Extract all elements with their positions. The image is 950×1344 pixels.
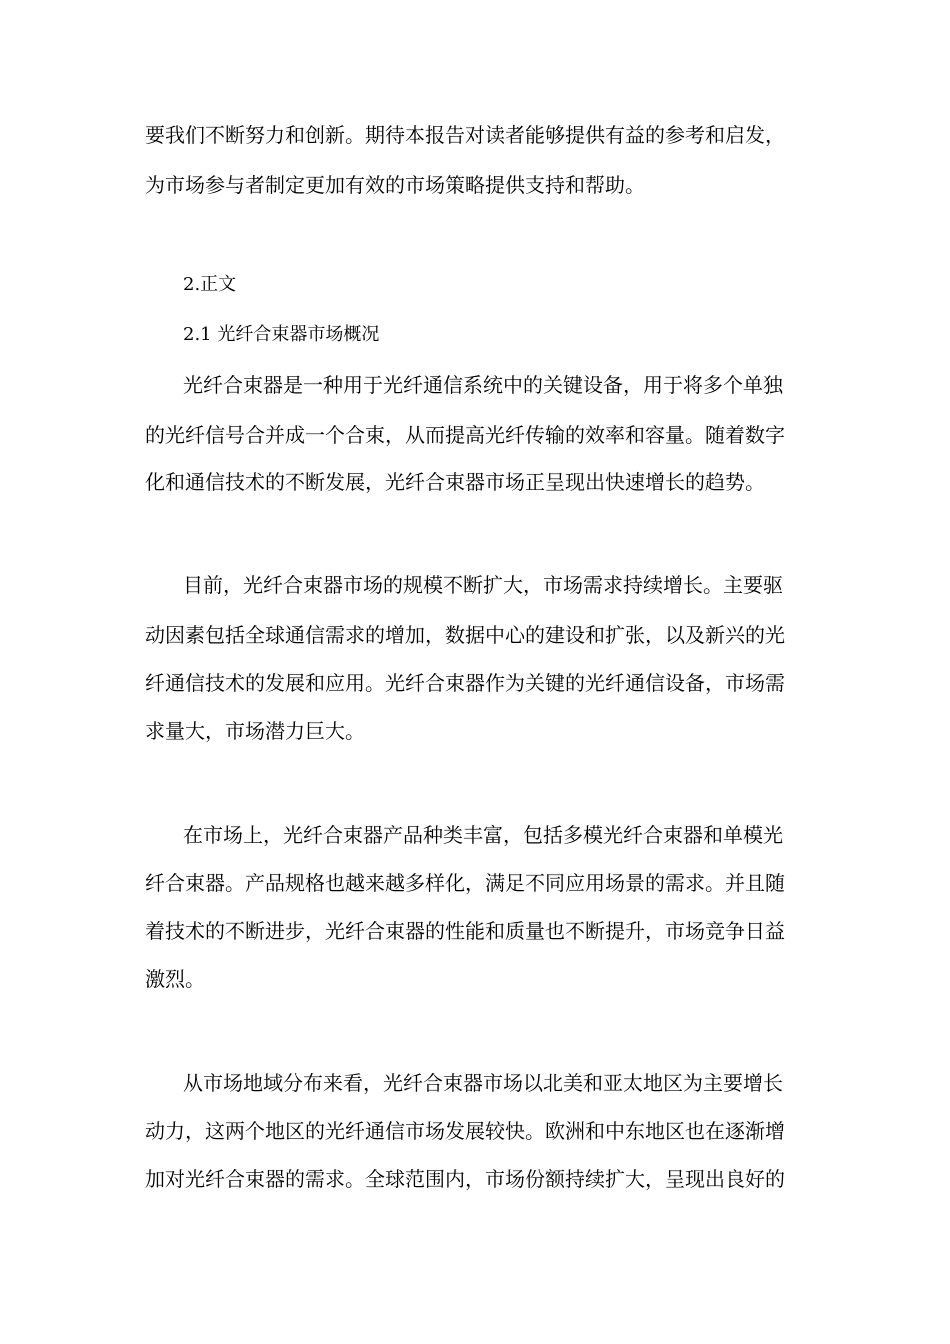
paragraph-1-line-2: 的光纤信号合并成一个合束，从而提高光纤传输的效率和容量。随着数字 (145, 423, 785, 447)
paragraph-1-line-1: 光纤合束器是一种用于光纤通信系统中的关键设备，用于将多个单独 (183, 373, 783, 397)
paragraph-3-line-3: 着技术的不断进步，光纤合束器的性能和质量也不断提升，市场竞争日益 (145, 919, 785, 943)
section-subheading: 2.1 光纤合束器市场概况 (183, 324, 380, 345)
paragraph-2-line-3: 纤通信技术的发展和应用。光纤合束器作为关键的光纤通信设备，市场需 (145, 671, 785, 695)
paragraph-1-line-3: 化和通信技术的不断发展，光纤合束器市场正呈现出快速增长的趋势。 (145, 470, 765, 494)
paragraph-3-line-1: 在市场上，光纤合束器产品种类丰富，包括多模光纤合束器和单模光 (183, 823, 783, 847)
paragraph-3-line-4: 激烈。 (145, 967, 205, 991)
intro-line-1: 要我们不断努力和创新。期待本报告对读者能够提供有益的参考和启发， (145, 123, 785, 147)
paragraph-4-line-2: 动力，这两个地区的光纤通信市场发展较快。欧洲和中东地区也在逐渐增 (145, 1119, 785, 1143)
paragraph-4-line-1: 从市场地域分布来看，光纤合束器市场以北美和亚太地区为主要增长 (183, 1071, 783, 1095)
paragraph-2-line-2: 动因素包括全球通信需求的增加，数据中心的建设和扩张，以及新兴的光 (145, 623, 785, 647)
paragraph-2-line-1: 目前，光纤合束器市场的规模不断扩大，市场需求持续增长。主要驱 (183, 573, 783, 597)
paragraph-4-line-3: 加对光纤合束器的需求。全球范围内，市场份额持续扩大，呈现出良好的 (145, 1167, 785, 1191)
paragraph-3-line-2: 纤合束器。产品规格也越来越多样化，满足不同应用场景的需求。并且随 (145, 871, 785, 895)
paragraph-2-line-4: 求量大，市场潜力巨大。 (145, 719, 365, 743)
intro-line-2: 为市场参与者制定更加有效的市场策略提供支持和帮助。 (145, 173, 645, 197)
section-heading: 2.正文 (183, 274, 237, 295)
